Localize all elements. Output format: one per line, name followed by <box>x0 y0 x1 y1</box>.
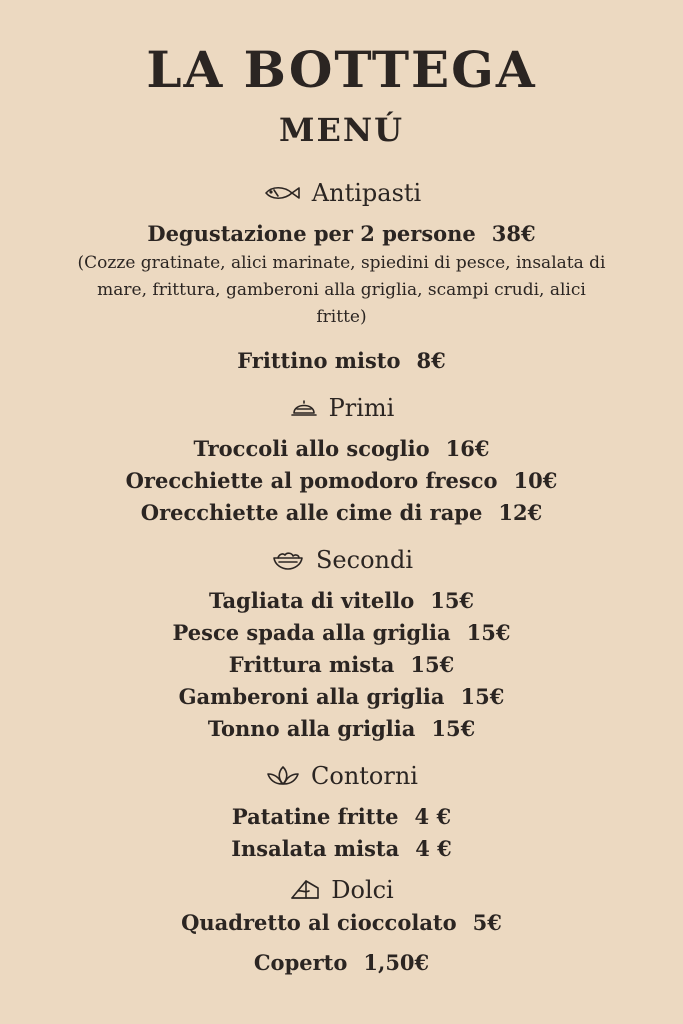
section-dolci <box>0 873 683 907</box>
cover-charge <box>0 947 683 979</box>
leaf-icon <box>265 765 301 787</box>
menu-item <box>0 465 683 497</box>
item-price: 38€ <box>491 221 536 246</box>
item-description: (Cozze gratinate, alici marinate, spiedini di pesce, insalata di mare, frittura, gamberoni alla griglia, scampi crudi, alici fritte) <box>77 253 606 327</box>
item-name: Orecchiette alle cime di rape <box>140 500 483 525</box>
menu-item <box>0 801 683 833</box>
item-price: 15€ <box>430 588 475 613</box>
section-title: Dolci <box>331 876 394 904</box>
menu-item <box>0 345 683 377</box>
menu-item <box>0 649 683 681</box>
restaurant-name: LA BOTTEGA <box>146 40 537 99</box>
item-price: 15€ <box>431 716 476 741</box>
item-price: 4 € <box>415 836 452 861</box>
section-title: Secondi <box>315 546 414 574</box>
menu-item <box>0 833 683 865</box>
item-name: Pesce spada alla griglia <box>172 620 451 645</box>
item-price: 15€ <box>460 684 505 709</box>
bowl-icon <box>270 549 306 571</box>
item-price: 15€ <box>410 652 455 677</box>
item-name: Tagliata di vitello <box>208 588 415 613</box>
section-title: Contorni <box>311 762 418 790</box>
item-name: Orecchiette al pomodoro fresco <box>125 468 498 493</box>
cover-charge-label: Coperto <box>253 950 348 975</box>
menu-item <box>0 907 683 939</box>
item-price: 10€ <box>513 468 558 493</box>
section-secondi <box>0 543 683 577</box>
item-name: Degustazione per 2 persone <box>147 221 476 246</box>
item-price: 8€ <box>416 348 446 373</box>
section-antipasti <box>0 176 683 210</box>
item-price: 4 € <box>414 804 452 829</box>
cover-charge-price: 1,50€ <box>363 950 430 975</box>
menu-item <box>0 713 683 745</box>
item-price: 16€ <box>445 436 490 461</box>
cloche-icon <box>289 397 319 419</box>
item-price: 15€ <box>466 620 511 645</box>
menu-item <box>0 218 683 250</box>
item-name: Tonno alla griglia <box>207 716 416 741</box>
cake-slice-icon <box>289 878 321 902</box>
item-price: 5€ <box>472 910 502 935</box>
item-name: Frittino misto <box>237 348 401 373</box>
section-primi <box>0 391 683 425</box>
item-name: Frittura mista <box>228 652 395 677</box>
fish-icon <box>262 184 302 202</box>
item-name: Insalata mista <box>231 836 400 861</box>
menu-item <box>0 617 683 649</box>
menu-content <box>0 176 683 979</box>
menu-item <box>0 585 683 617</box>
item-name: Troccoli allo scoglio <box>193 436 430 461</box>
section-title: Primi <box>328 394 395 422</box>
section-title: Antipasti <box>311 179 422 207</box>
item-name: Patatine fritte <box>231 804 399 829</box>
item-name: Gamberoni alla griglia <box>178 684 445 709</box>
menu-item <box>0 681 683 713</box>
section-contorni <box>0 759 683 793</box>
menu-title: MENÚ <box>279 111 404 149</box>
item-name: Quadretto al cioccolato <box>181 910 457 935</box>
item-price: 12€ <box>498 500 543 525</box>
menu-item <box>0 497 683 529</box>
menu-item <box>0 433 683 465</box>
